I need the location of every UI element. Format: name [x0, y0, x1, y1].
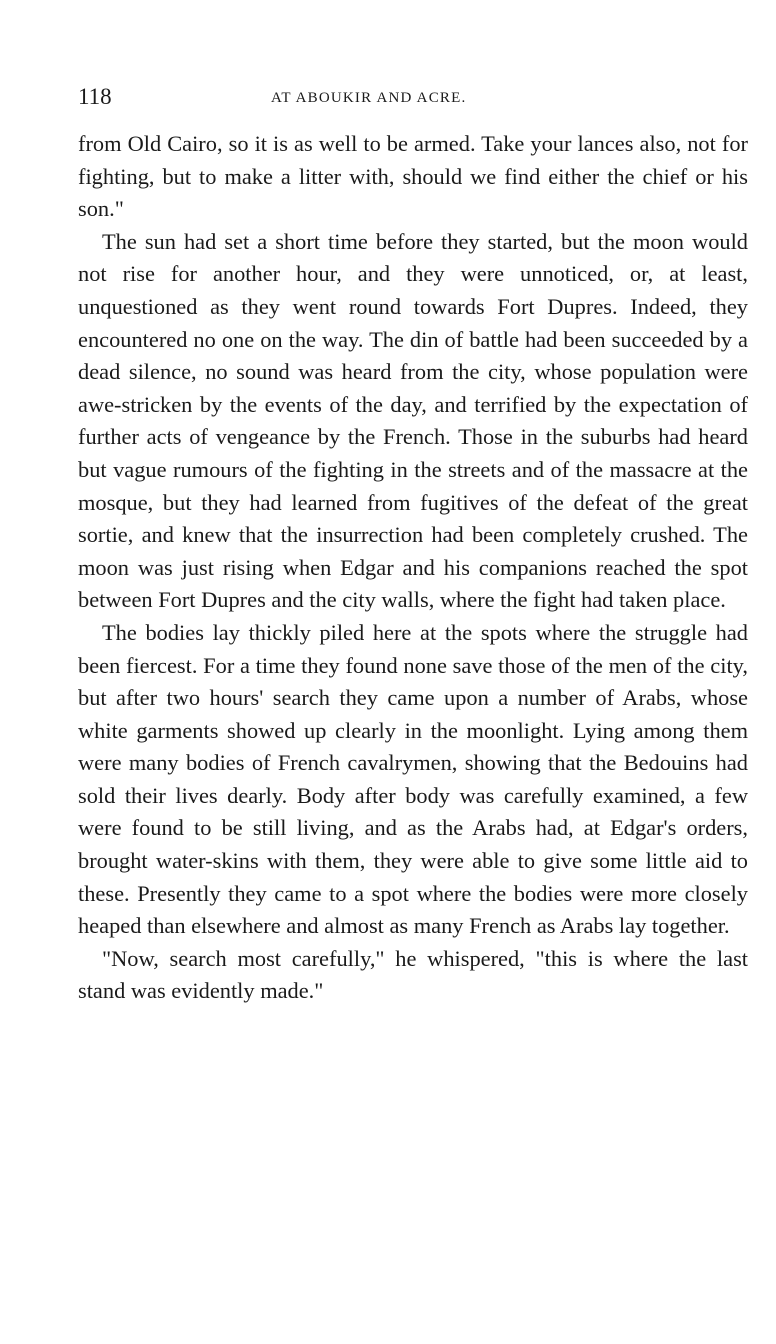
running-title: AT ABOUKIR AND ACRE. — [271, 90, 467, 106]
running-header — [78, 82, 748, 116]
page-number: 118 — [78, 84, 112, 109]
paragraph-continuation: from Old Cairo, so it is as well to be armed. Take your lances also, not for fighting, but to make a litter with, should we find either the chief or his son." — [78, 131, 748, 222]
body-text — [78, 128, 748, 1008]
paragraph-search: The bodies lay thickly piled here at the spots where the struggle had been fiercest. For a time they found none save those of the men of the city, but after two hours' search they came upon a number of Arabs, whose white garments showed up clearly in the moonlight. Lying among them were many bodies of French cavalrymen, showing that the Bedouins had sold their lives dearly. Body after body was carefully examined, a few were found to be still living, and as the Arabs had, at Edgar's orders, brought water-skins with them, they were able to give some little aid to these. Presently they came to a spot where the bodies were more closely heaped than elsewhere and almost as many French as Arabs lay together. — [78, 619, 748, 939]
paragraph-dialogue: "Now, search most carefully," he whispered, "this is where the last stand was evidently made." — [78, 945, 748, 1004]
paragraph-departure: The sun had set a short time before they started, but the moon would not rise for another hour, and they were unnoticed, or, at least, unquestioned as they went round towards Fort Dupres. Indeed, they encountered no one on the way. The din of battle had been succeeded by a dead silence, no sound was heard from the city, whose population were awe-stricken by the events of the day, and terrified by the expectation of further acts of vengeance by the French. Those in the suburbs had heard but vague rumours of the fighting in the streets and of the massacre at the mosque, but they had learned from fugitives of the defeat of the great sortie, and knew that the insurrection had been completely crushed. The moon was just rising when Edgar and his companions reached the spot between Fort Dupres and the city walls, where the fight had taken place. — [78, 228, 748, 613]
book-page — [78, 82, 748, 1008]
